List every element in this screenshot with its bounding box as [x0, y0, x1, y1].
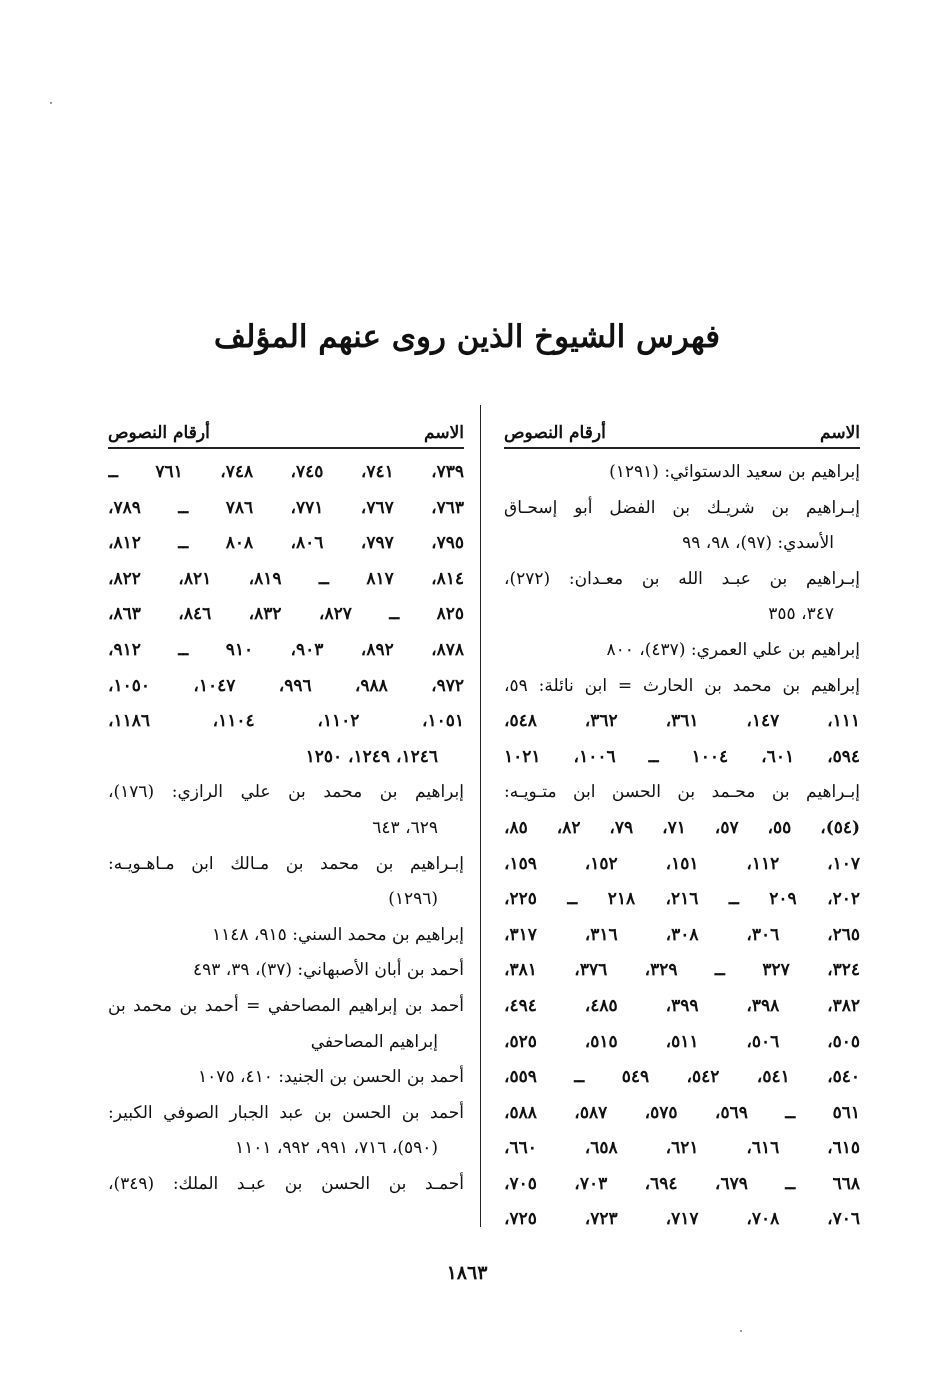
entry-line: (٥٤)، ٥٥، ٥٧، ٧١، ٧٩، ٨٢، ٨٥،: [504, 817, 860, 838]
entry-line: أحمد بن الحسن بن عبد الجبار الصوفي الكبير:: [108, 1102, 464, 1123]
entry-line: ٥٩٤، ٦٠١، ١٠٠٤ ــ ١٠٠٦، ١٠٢١: [504, 746, 860, 767]
entry-line: إبراهيم بن سعيد الدستوائي: (١٢٩١): [609, 462, 860, 482]
entry-line: ٨١٤، ٨١٧ ــ ٨١٩، ٨٢١، ٨٢٢،: [108, 568, 464, 589]
entry-line: ٢٠٢، ٢٠٩ ــ ٢١٦، ٢١٨ ــ ٢٢٥،: [504, 889, 860, 910]
entry-line: (١٢٩٦): [388, 889, 438, 910]
entry-line: ٧٩٥، ٧٩٧، ٨٠٦، ٨٠٨ ــ ٨١٢،: [108, 533, 464, 554]
scan-speck: [740, 1330, 742, 1332]
entry-line: ٧٠٦، ٧٠٨، ٧١٧، ٧٢٣، ٧٢٥،: [504, 1209, 860, 1230]
entry-line: ١٠٧، ١١٢، ١٥١، ١٥٢، ١٥٩،: [504, 853, 860, 874]
entry-line: إبراهيم بن علي العمري: (٤٣٧)، ٨٠٠: [606, 639, 860, 660]
entry-line: أحمد بن أبان الأصبهاني: (٣٧)، ٣٩، ٤٩٣: [192, 960, 464, 981]
entry-line: ٦١٥، ٦١٦، ٦٢١، ٦٥٨، ٦٦٠،: [504, 1138, 860, 1159]
entry-line: ٦٢٩، ٦٤٣: [372, 817, 438, 838]
entry-line: إبراهيم بن محمد السني: ٩١٥، ١١٤٨: [211, 924, 464, 945]
scan-speck: [50, 102, 52, 104]
index-column-left: [108, 405, 464, 1202]
entry-line: ٢٦٥، ٣٠٦، ٣٠٨، ٣١٦، ٣١٧،: [504, 924, 860, 945]
column-header: [504, 405, 860, 449]
entry-line: أحمـد بن الحسن بن عبـد الملك: (٣٤٩)،: [108, 1173, 464, 1194]
entry-list: [504, 449, 860, 1238]
entry-line: ٣٢٤، ٣٢٧ ــ ٣٢٩، ٣٧٦، ٣٨١،: [504, 960, 860, 981]
entry-line: ٦٦٨ ــ ٦٧٩، ٦٩٤، ٧٠٣، ٧٠٥،: [504, 1173, 860, 1194]
header-name: الاسم: [424, 423, 464, 443]
header-name: الاسم: [820, 423, 860, 443]
entry-list: [108, 449, 464, 1202]
entry-line: ٣٨٢، ٣٩٨، ٣٩٩، ٤٨٥، ٤٩٤،: [504, 995, 860, 1016]
entry-line: ٣٤٧، ٣٥٥: [768, 604, 834, 625]
entry-line: أحمد بن الحسن بن الجنيد: ٤١٠، ١٠٧٥: [198, 1067, 464, 1088]
entry-line: ٧٣٩، ٧٤١، ٧٤٥، ٧٤٨، ٧٦١ ــ: [108, 462, 464, 482]
entry-line: ٥٦١ ــ ٥٦٩، ٥٧٥، ٥٨٧، ٥٨٨،: [504, 1102, 860, 1123]
entry-line: الأسدي: (٩٧)، ٩٨، ٩٩: [682, 533, 834, 554]
entry-line: أحمد بن إبراهيم المصاحفي = أحمد بن محمد بن: [108, 995, 464, 1016]
entry-line: ٨٧٨، ٨٩٢، ٩٠٣، ٩١٠ ــ ٩١٢،: [108, 639, 464, 660]
header-numbers: أرقام النصوص: [108, 423, 210, 443]
column-divider: [480, 405, 481, 1227]
entry-line: ٧٦٣، ٧٦٧، ٧٧١، ٧٨٦ ــ ٧٨٩،: [108, 497, 464, 518]
header-numbers: أرقام النصوص: [504, 423, 606, 443]
entry-line: ٥٤٠، ٥٤١، ٥٤٢، ٥٤٩ ــ ٥٥٩،: [504, 1067, 860, 1088]
entry-line: إبـراهيم بن محـمد بن الحسن ابن متـويـه:: [504, 782, 860, 803]
entry-line: (٥٩٠)، ٧١٦، ٩٩١، ٩٩٢، ١١٠١: [235, 1138, 438, 1159]
entry-line: ٩٧٢، ٩٨٨، ٩٩٦، ١٠٤٧، ١٠٥٠،: [108, 675, 464, 696]
page-number: ١٨٦٣: [446, 1262, 488, 1284]
index-column-right: [504, 405, 860, 1238]
entry-line: إبراهيم بن محمد بن الحارث = ابن نائلة: ٥٩،: [504, 675, 860, 696]
column-header: [108, 405, 464, 449]
entry-line: إبراهيم المصاحفي: [310, 1031, 438, 1052]
entry-line: إبـراهيم بن شريـك بن الفضل أبو إسحـاق: [504, 497, 860, 518]
entry-line: ١٢٤٦، ١٢٤٩، ١٢٥٠: [305, 746, 438, 767]
entry-line: إبـراهيم بن عبـد الله بن معـدان: (٢٧٢)،: [504, 568, 860, 589]
entry-line: ٥٠٥، ٥٠٦، ٥١١، ٥١٥، ٥٢٥،: [504, 1031, 860, 1052]
entry-line: إبراهيم بن محمد بن علي الرازي: (١٧٦)،: [108, 782, 464, 803]
entry-line: ٨٢٥ ــ ٨٢٧، ٨٣٢، ٨٤٦، ٨٦٣،: [108, 604, 464, 625]
page-title: فهرس الشيوخ الذين روى عنهم المؤلف: [213, 319, 721, 355]
entry-line: ١٠٥١، ١١٠٢، ١١٠٤، ١١٨٦،: [108, 711, 464, 732]
entry-line: إبـراهيم بن محمد بن مـالك ابن مـاهـويـه:: [108, 853, 464, 874]
entry-line: ١١١، ١٤٧، ٣٦١، ٣٦٢، ٥٤٨،: [504, 711, 860, 732]
